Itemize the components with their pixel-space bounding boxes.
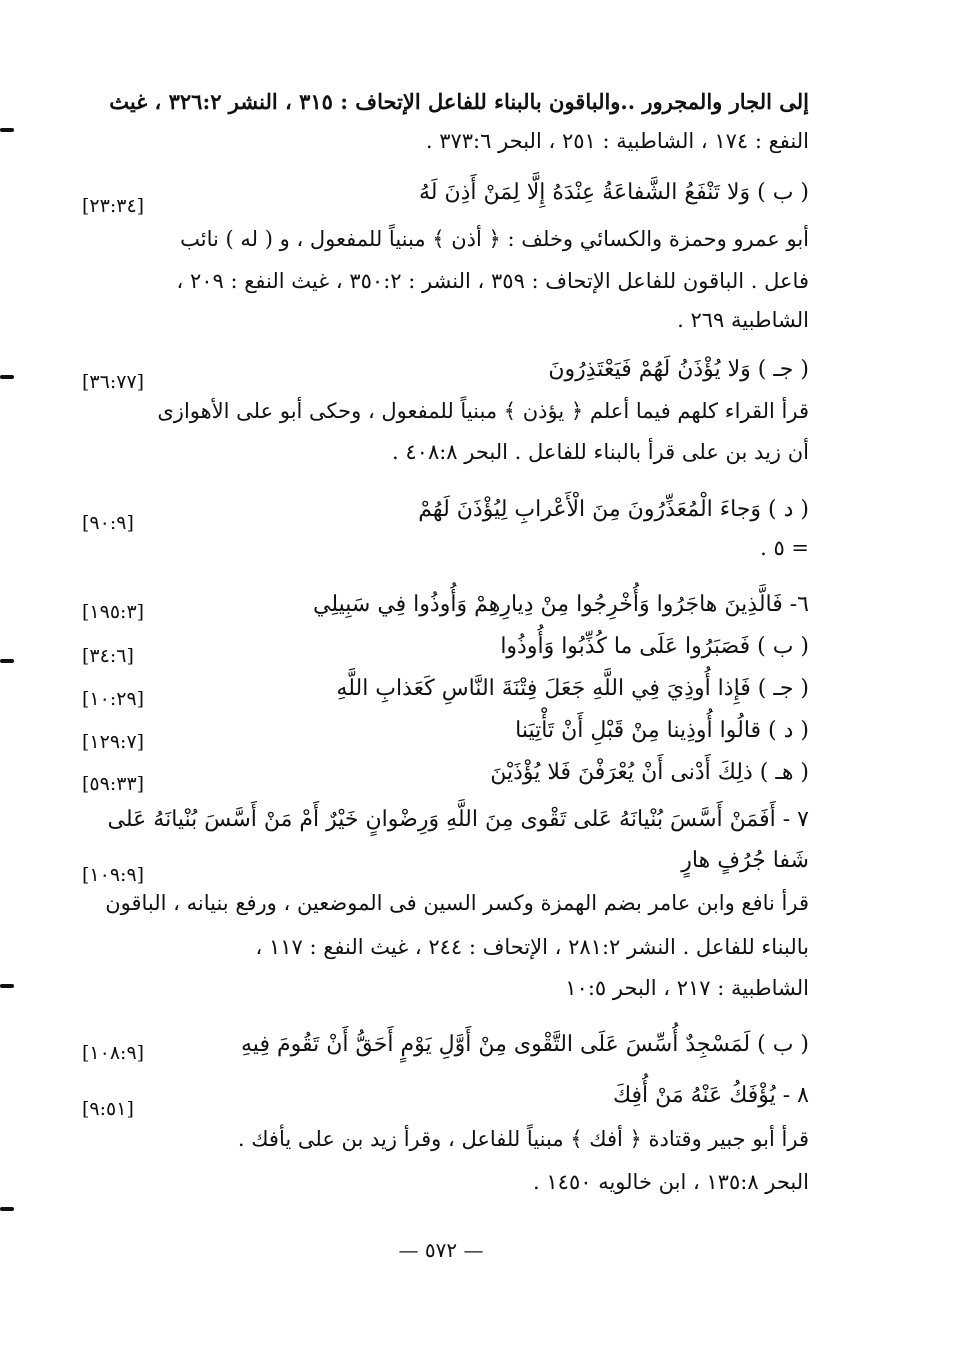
text-line: فاعل . الباقون للفاعل الإتحاف : ٣٥٩ ، النشر : ٣٥٠:٢ ، غيث النفع : ٢٠٩ ،: [176, 269, 809, 293]
verse-line: ( ب ) فَصَبَرُوا عَلَى ما كُذِّبُوا وَأُوذُوا: [500, 634, 809, 659]
text-line: = ٥ .: [760, 536, 809, 560]
verse-reference: [٥٩:٣٣]: [82, 773, 145, 795]
text-line: بالبناء للفاعل . النشر ٢٨١:٢ ، الإتحاف : ٢٤٤ ، غيث النفع : ١١٧ ،: [255, 935, 809, 959]
verse-line: ( ب ) وَلا تَنْفَعُ الشَّفاعَةُ عِنْدَهُ إِلَّا لِمَنْ أَذِنَ لَهُ: [418, 180, 809, 205]
verse-reference: [١٠:٢٩]: [82, 688, 145, 710]
text-line: البحر ١٣٥:٨ ، ابن خالويه ١٤٥٠ .: [533, 1170, 809, 1194]
verse-line: شَفا جُرُفٍ هارٍ: [681, 848, 809, 873]
text-line: الشاطبية : ٢١٧ ، البحر ١٠:٥: [565, 976, 809, 1000]
margin-mark: [0, 375, 14, 379]
verse-reference: [٩٠:٩]: [82, 512, 134, 534]
verse-line: ( د ) قالُوا أُوذِينا مِنْ قَبْلِ أَنْ تَأْتِيَنا: [515, 718, 809, 743]
verse-line: ( جـ ) وَلا يُؤْذَنُ لَهُمْ فَيَعْتَذِرُونَ: [548, 357, 809, 382]
verse-reference: [٣٤:٦]: [82, 645, 134, 667]
verse-reference: [١٠٨:٩]: [82, 1042, 145, 1064]
verse-line: ٨ - يُؤْفَكُ عَنْهُ مَنْ أُفِكَ: [612, 1083, 809, 1108]
verse-reference: [١٠٩:٩]: [82, 864, 145, 886]
margin-mark: [0, 984, 14, 988]
verse-line: ( هـ ) ذلِكَ أَدْنى أَنْ يُعْرَفْنَ فَلا يُؤْذَيْنَ: [490, 760, 809, 785]
verse-reference: [٣٦:٧٧]: [82, 371, 145, 393]
margin-mark: [0, 1207, 14, 1211]
page-number: — ٥٧٢ —: [398, 1238, 484, 1262]
text-line: إلى الجار والمجرور ..والباقون بالبناء للفاعل الإتحاف : ٣١٥ ، النشر ٣٢٦:٢ ، غيث: [109, 89, 809, 114]
verse-reference: [٢٣:٣٤]: [82, 195, 145, 217]
text-line: النفع : ١٧٤ ، الشاطبية : ٢٥١ ، البحر ٣٧٣:٦ .: [425, 129, 809, 153]
verse-line: ( جـ ) فَإِذا أُوذِيَ فِي اللَّهِ جَعَلَ فِتْنَةَ النَّاسِ كَعَذابِ اللَّهِ: [336, 676, 809, 701]
verse-reference: [١٩٥:٣]: [82, 601, 145, 623]
verse-reference: [١٢٩:٧]: [82, 731, 145, 753]
text-line: أبو عمرو وحمزة والكسائي وخلف : ﴿ أذن ﴾ مبنياً للمفعول ، و ( له ) نائب: [180, 227, 809, 251]
verse-line: ( د ) وَجاءَ الْمُعَذِّرُونَ مِنَ الْأَعْرابِ لِيُؤْذَنَ لَهُمْ: [418, 497, 809, 522]
text-line: الشاطبية ٢٦٩ .: [677, 308, 809, 332]
text-line: قرأ أبو جبير وقتادة ﴿ أفك ﴾ مبنياً للفاعل ، وقرأ زيد بن على يأفك .: [237, 1127, 809, 1151]
text-line: أن زيد بن على قرأ بالبناء للفاعل . البحر ٤٠٨:٨ .: [392, 440, 809, 464]
verse-reference: [٩:٥١]: [82, 1098, 134, 1120]
verse-line: ٧ - أَفَمَنْ أَسَّسَ بُنْيانَهُ عَلى تَقْوى مِنَ اللَّهِ وَرِضْوانٍ خَيْرٌ أَمْ مَنْ أَسَّسَ بُنْيانَهُ عَلى: [107, 807, 809, 832]
verse-line: ( ب ) لَمَسْجِدٌ أُسِّسَ عَلَى التَّقْوى مِنْ أَوَّلِ يَوْمٍ أَحَقُّ أَنْ تَقُومَ فِيهِ: [241, 1032, 809, 1057]
text-line: قرأ نافع وابن عامر بضم الهمزة وكسر السين فى الموضعين ، ورفع بنيانه ، الباقون: [105, 891, 809, 915]
text-line: قرأ القراء كلهم فيما أعلم ﴿ يؤذن ﴾ مبنياً للمفعول ، وحكى أبو على الأهوازى: [157, 399, 809, 423]
verse-line: ٦- فَالَّذِينَ هاجَرُوا وَأُخْرِجُوا مِنْ دِيارِهِمْ وَأُوذُوا فِي سَبِيلِي: [313, 592, 809, 617]
margin-mark: [0, 659, 14, 663]
margin-mark: [0, 128, 14, 132]
